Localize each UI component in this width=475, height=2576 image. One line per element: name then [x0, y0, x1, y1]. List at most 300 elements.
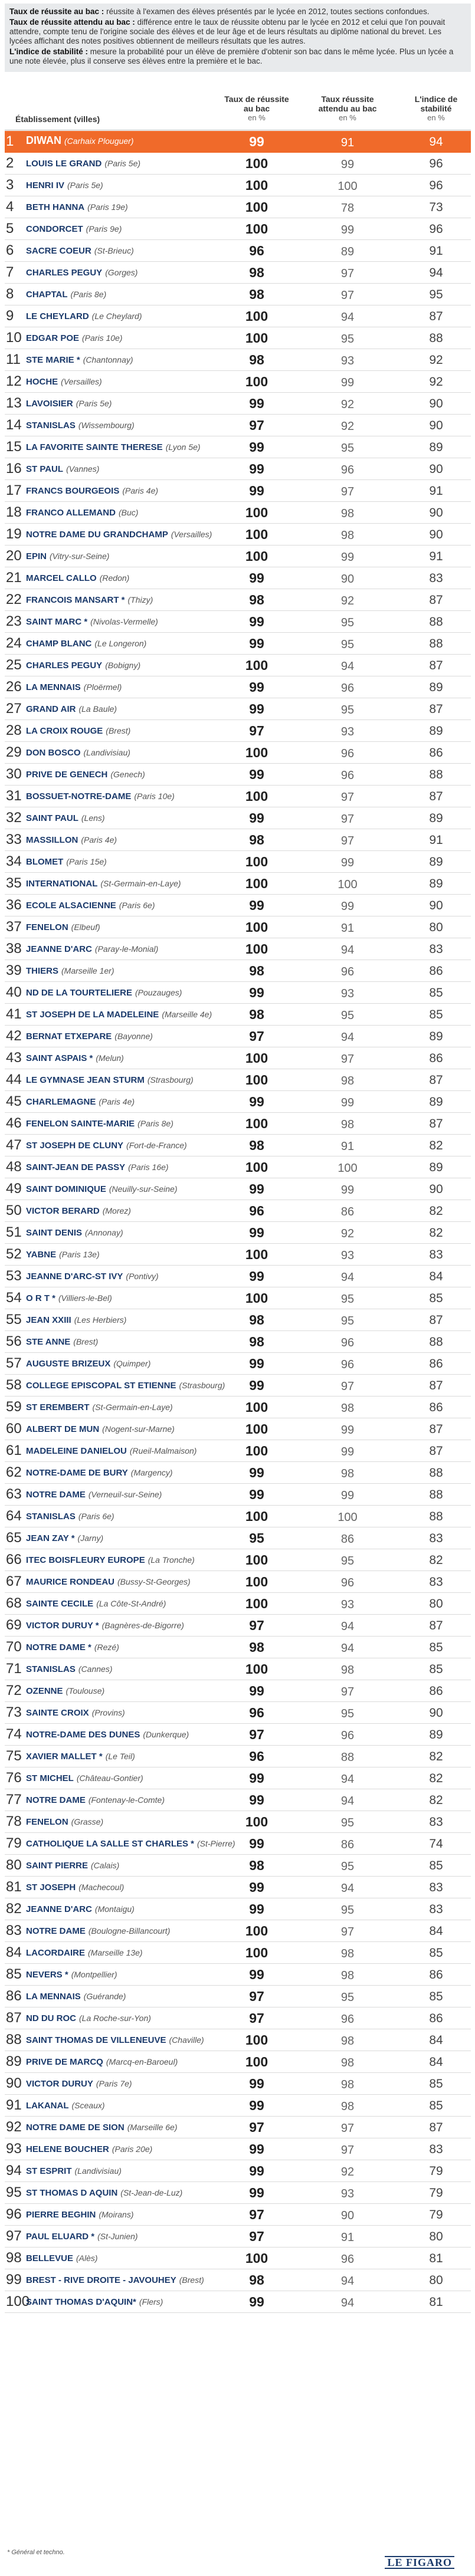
school-cell [26, 485, 158, 497]
table-row [5, 698, 471, 720]
stabilite-value: 85 [429, 1292, 443, 1305]
attendu-value: 96 [340, 2253, 355, 2266]
school-city: (Bagnères-de-Bigorre) [101, 1621, 184, 1630]
school-cell [26, 1969, 117, 1980]
school-cell [26, 1467, 173, 1478]
school-city: (Verneuil-sur-Seine) [88, 1490, 162, 1499]
school-city: (Bobigny) [105, 661, 141, 670]
taux-value: 97 [249, 1989, 264, 2004]
table-row [5, 1615, 471, 1637]
attendu-value: 98 [340, 1402, 355, 1415]
school-name: ND DU ROC [26, 2013, 76, 2023]
school-name: MADELEINE DANIELOU [26, 1446, 127, 1456]
attendu-value: 99 [340, 1096, 355, 1109]
school-city: (Nogent-sur-Marne) [102, 1424, 175, 1434]
table-row [5, 1942, 471, 1964]
taux-value: 100 [245, 1509, 268, 1524]
header-attendu-unit: en % [339, 113, 356, 122]
school-name: ST EREMBERT [26, 1402, 90, 1412]
school-name: LAKANAL [26, 2101, 69, 2111]
school-cell [26, 2231, 138, 2242]
taux-value: 96 [249, 1203, 264, 1218]
taux-value: 97 [249, 2120, 264, 2135]
school-cell [26, 1293, 112, 1304]
attendu-value: 96 [340, 1576, 355, 1589]
school-cell [26, 1926, 170, 1937]
header-taux-label: Taux de réussite au bac [224, 94, 289, 113]
taux-value: 97 [249, 723, 264, 738]
legend-attendu-label: Taux de réussite attendu au bac : [9, 18, 135, 27]
table-row [5, 2007, 471, 2029]
school-name: DIWAN [26, 134, 61, 146]
attendu-value: 95 [340, 1904, 355, 1917]
rank-number: 90 [6, 2075, 22, 2091]
stabilite-value: 90 [429, 1182, 443, 1196]
stabilite-value: 89 [429, 441, 443, 454]
taux-value: 97 [249, 1618, 264, 1633]
attendu-value: 99 [340, 158, 355, 171]
stabilite-value: 89 [429, 1728, 443, 1742]
school-name: SACRE COEUR [26, 246, 91, 256]
stabilite-value: 79 [429, 2164, 443, 2178]
attendu-value: 89 [340, 245, 355, 258]
taux-value: 99 [249, 1269, 264, 1284]
rank-number: 61 [6, 1443, 22, 1458]
school-city: (Bussy-St-Georges) [117, 1577, 191, 1586]
rank-number: 6 [6, 242, 14, 258]
taux-value: 98 [249, 2272, 264, 2288]
table-row [5, 611, 471, 633]
stabilite-value: 86 [429, 746, 443, 760]
table-row [5, 1527, 471, 1549]
school-name: STANISLAS [26, 1664, 76, 1674]
rank-number: 39 [6, 962, 22, 978]
attendu-value: 95 [340, 704, 355, 717]
school-city: (Thizy) [127, 595, 153, 604]
school-name: SAINT PAUL [26, 813, 78, 823]
taux-value: 100 [245, 1945, 268, 1960]
rank-number: 99 [6, 2272, 22, 2288]
taux-value: 99 [249, 1225, 264, 1240]
school-city: (La Côte-St-André) [96, 1599, 166, 1608]
stabilite-value: 88 [429, 637, 443, 650]
table-row [5, 1331, 471, 1353]
stabilite-value: 90 [429, 1706, 443, 1720]
rank-number: 64 [6, 1508, 22, 1524]
rank-number: 45 [6, 1093, 22, 1109]
taux-value: 100 [245, 156, 268, 171]
attendu-value: 93 [340, 987, 355, 1000]
attendu-value: 94 [340, 1773, 355, 1786]
taux-value: 100 [245, 2250, 268, 2266]
school-city: (Elbeuf) [71, 922, 100, 932]
school-cell [26, 856, 107, 868]
stabilite-value: 87 [429, 310, 443, 323]
school-cell [26, 573, 129, 584]
table-row [5, 676, 471, 698]
school-city: (Paris 5e) [67, 180, 103, 190]
school-cell [26, 1031, 153, 1042]
school-city: (Versailles) [171, 530, 212, 539]
taux-value: 100 [245, 374, 268, 389]
table-row [5, 393, 471, 415]
school-name: STE ANNE [26, 1337, 71, 1347]
attendu-value: 92 [340, 1227, 355, 1240]
attendu-value: 96 [340, 1729, 355, 1742]
school-city: (Provins) [91, 1708, 125, 1717]
attendu-value: 96 [340, 682, 355, 695]
school-cell [26, 1904, 135, 1915]
rank-number: 68 [6, 1595, 22, 1611]
taux-value: 96 [249, 243, 264, 258]
taux-value: 98 [249, 1138, 264, 1153]
stabilite-value: 94 [429, 135, 443, 149]
attendu-value: 96 [340, 2013, 355, 2026]
school-city: (Landivisiau) [83, 748, 130, 757]
school-cell [26, 900, 155, 911]
stabilite-value: 82 [429, 1553, 443, 1567]
school-cell [26, 311, 142, 322]
rank-number: 88 [6, 2032, 22, 2048]
table-row [5, 1113, 471, 1135]
rank-number: 42 [6, 1028, 22, 1044]
school-city: (La Baule) [78, 704, 117, 714]
school-city: (Moirans) [99, 2210, 134, 2219]
taux-value: 96 [249, 1749, 264, 1764]
table-row [5, 1309, 471, 1331]
table-row [5, 633, 471, 655]
school-name: NEVERS * [26, 1970, 68, 1980]
stabilite-value: 89 [429, 681, 443, 694]
table-row [5, 1811, 471, 1833]
stabilite-value: 80 [429, 2273, 443, 2287]
school-cell [26, 1315, 126, 1326]
rank-number: 76 [6, 1770, 22, 1786]
table-row [5, 655, 471, 676]
school-name: STE MARIE * [26, 355, 80, 365]
school-city: (Paris 16e) [128, 1162, 169, 1172]
table-row [5, 1898, 471, 1920]
attendu-value: 97 [340, 267, 355, 280]
school-cell [26, 1947, 143, 1959]
stabilite-value: 85 [429, 2077, 443, 2091]
school-city: (Paris 5e) [76, 399, 112, 408]
rank-number: 49 [6, 1181, 22, 1197]
rank-number: 35 [6, 875, 22, 891]
school-cell [26, 965, 114, 977]
attendu-value: 86 [340, 1205, 355, 1218]
school-name: EDGAR POE [26, 333, 80, 343]
table-row [5, 1920, 471, 1942]
school-city: (Paris 8e) [137, 1119, 173, 1128]
school-name: SAINT ASPAIS * [26, 1053, 93, 1063]
attendu-value: 92 [340, 594, 355, 607]
school-cell [26, 1642, 119, 1653]
attendu-value: 99 [340, 856, 355, 869]
school-cell [26, 2275, 204, 2286]
table-row [5, 916, 471, 938]
table-row [5, 218, 471, 240]
school-city: (St-Brieuc) [94, 246, 134, 255]
school-cell [26, 1358, 150, 1369]
school-name: LA CROIX ROUGE [26, 726, 103, 736]
attendu-value: 99 [340, 1445, 355, 1458]
taux-value: 100 [245, 745, 268, 760]
school-city: (Brest) [179, 2275, 204, 2285]
table-row [5, 2204, 471, 2226]
rank-number: 97 [6, 2228, 22, 2244]
school-cell [26, 354, 133, 366]
school-name: COLLEGE EPISCOPAL ST ETIENNE [26, 1381, 176, 1391]
school-city: (Vitry-sur-Seine) [50, 551, 110, 561]
school-cell [26, 1664, 113, 1675]
attendu-value: 94 [340, 944, 355, 957]
stabilite-value: 85 [429, 1859, 443, 1872]
stabilite-value: 90 [429, 528, 443, 541]
taux-value: 100 [245, 527, 268, 542]
school-name: LA MENNAIS [26, 1992, 81, 2002]
table-row [5, 1353, 471, 1375]
school-name: SAINTE CROIX [26, 1708, 89, 1718]
table-row [5, 1484, 471, 1506]
school-name: HOCHE [26, 377, 58, 387]
taux-value: 99 [249, 767, 264, 782]
school-cell [26, 987, 182, 998]
school-cell [26, 1533, 103, 1544]
table-row [5, 1047, 471, 1069]
school-city: (Paris 20e) [112, 2144, 153, 2154]
school-city: (Rueil-Malmaison) [129, 1446, 197, 1455]
taux-value: 99 [249, 701, 264, 717]
rank-number: 38 [6, 941, 22, 957]
school-name: ST PAUL [26, 464, 64, 474]
school-city: (Le Longeron) [94, 639, 147, 648]
taux-value: 100 [245, 1399, 268, 1415]
school-cell [26, 202, 128, 213]
rank-number: 85 [6, 1966, 22, 1982]
header-etablissement: Établissement (villes) [15, 114, 100, 124]
table-row [5, 1397, 471, 1418]
school-cell [26, 2144, 152, 2155]
table-row [5, 1571, 471, 1593]
taux-value: 100 [245, 1116, 268, 1131]
table-header [5, 93, 471, 130]
attendu-value: 99 [340, 900, 355, 913]
attendu-value: 95 [340, 1991, 355, 2004]
taux-value: 97 [249, 1727, 264, 1742]
taux-value: 97 [249, 2229, 264, 2244]
school-name: CHARLEMAGNE [26, 1097, 96, 1107]
school-city: (Fort-de-France) [126, 1141, 187, 1150]
school-name: JEAN ZAY * [26, 1533, 75, 1543]
taux-value: 100 [245, 1443, 268, 1458]
school-name: ST JOSEPH DE CLUNY [26, 1141, 124, 1151]
table-row [5, 2160, 471, 2182]
school-cell [26, 1009, 212, 1020]
school-city: (Marseille 6e) [127, 2122, 178, 2132]
school-name: LA MENNAIS [26, 682, 81, 692]
stabilite-value: 79 [429, 2208, 443, 2222]
school-cell [26, 1620, 184, 1631]
rank-number: 82 [6, 1901, 22, 1917]
taux-value: 99 [249, 1880, 264, 1895]
rank-number: 37 [6, 919, 22, 935]
attendu-value: 95 [340, 1315, 355, 1328]
rank-number: 94 [6, 2163, 22, 2179]
attendu-value: 98 [340, 1467, 355, 1480]
school-city: (Villiers-le-Bel) [58, 1293, 112, 1303]
school-city: (St-Germain-en-Laye) [100, 879, 181, 888]
table-row [5, 2182, 471, 2204]
taux-value: 99 [249, 1683, 264, 1698]
school-city: (Marseille 4e) [162, 1010, 212, 1019]
attendu-value: 99 [340, 376, 355, 389]
stabilite-value: 87 [429, 2121, 443, 2134]
school-city: (Paris 9e) [86, 224, 122, 234]
taux-value: 100 [245, 2032, 268, 2048]
school-city: (Paris 5e) [104, 159, 141, 168]
stabilite-value: 87 [429, 790, 443, 803]
taux-value: 100 [245, 1421, 268, 1437]
stabilite-value: 83 [429, 1575, 443, 1589]
taux-value: 99 [249, 1378, 264, 1393]
school-city: (Paris 15e) [66, 857, 107, 866]
school-name: BERNAT ETXEPARE [26, 1031, 112, 1041]
stabilite-value: 87 [429, 1313, 443, 1327]
legend-box [5, 4, 471, 72]
taux-value: 100 [245, 505, 268, 520]
school-cell [26, 224, 122, 235]
school-cell [26, 289, 106, 300]
school-name: FENELON SAINTE-MARIE [26, 1119, 135, 1129]
rank-number: 83 [6, 1923, 22, 1938]
table-row [5, 327, 471, 349]
table-row [5, 153, 471, 175]
table-row [5, 1833, 471, 1855]
school-name: O R T * [26, 1293, 56, 1303]
attendu-value: 97 [340, 485, 355, 498]
attendu-value: 95 [340, 1555, 355, 1568]
taux-value: 99 [249, 985, 264, 1000]
table-row [5, 502, 471, 524]
school-cell [26, 791, 175, 802]
attendu-value: 94 [340, 660, 355, 673]
table-row [5, 2269, 471, 2291]
school-name: NOTRE DAME [26, 1926, 86, 1936]
school-name: CHAMP BLANC [26, 639, 92, 649]
attendu-value: 96 [340, 747, 355, 760]
school-cell [26, 813, 105, 824]
attendu-value: 98 [340, 2100, 355, 2113]
school-name: SAINT DENIS [26, 1228, 83, 1238]
taux-value: 100 [245, 1290, 268, 1306]
school-city: (Versailles) [61, 377, 102, 386]
taux-value: 97 [249, 2010, 264, 2026]
rank-number: 59 [6, 1399, 22, 1415]
school-city: (Dunkerque) [143, 1730, 189, 1739]
stabilite-value: 83 [429, 571, 443, 585]
school-cell [26, 1838, 235, 1849]
school-city: (Montaigu) [94, 1904, 135, 1914]
school-name: XAVIER MALLET * [26, 1752, 103, 1762]
table-row [5, 1178, 471, 1200]
taux-value: 100 [245, 1923, 268, 1938]
attendu-value: 98 [340, 2056, 355, 2069]
rank-number: 65 [6, 1530, 22, 1546]
rank-number: 41 [6, 1006, 22, 1022]
attendu-value: 98 [340, 2078, 355, 2091]
table-row [5, 807, 471, 829]
school-cell [26, 747, 130, 758]
school-city: (Pontivy) [126, 1271, 159, 1281]
rank-number: 2 [6, 155, 14, 171]
rank-number: 67 [6, 1573, 22, 1589]
stabilite-value: 88 [429, 1510, 443, 1523]
table-row [5, 1637, 471, 1658]
table-row [5, 480, 471, 502]
header-taux-unit: en % [248, 113, 266, 122]
attendu-value: 100 [338, 878, 358, 891]
rank-number: 16 [6, 461, 22, 477]
stabilite-value: 90 [429, 506, 443, 520]
rank-number: 86 [6, 1988, 22, 2004]
table-row [5, 2073, 471, 2095]
school-city: (Brest) [106, 726, 131, 735]
table-row [5, 1549, 471, 1571]
school-name: FRANCS BOURGEOIS [26, 486, 120, 496]
taux-value: 97 [249, 2207, 264, 2222]
school-name: HELENE BOUCHER [26, 2144, 109, 2154]
taux-value: 100 [245, 1574, 268, 1589]
school-city: (Chantonnay) [83, 355, 133, 364]
table-row [5, 1964, 471, 1986]
table-row [5, 851, 471, 873]
table-row [5, 2226, 471, 2248]
school-cell [26, 507, 138, 518]
rank-number: 28 [6, 722, 22, 738]
taux-value: 98 [249, 1007, 264, 1022]
school-cell [26, 1576, 191, 1588]
taux-value: 99 [249, 1770, 264, 1786]
school-name: LOUIS LE GRAND [26, 159, 102, 169]
school-city: (St-Germain-en-Laye) [92, 1402, 173, 1412]
table-row [5, 458, 471, 480]
school-cell [26, 769, 145, 780]
taux-value: 100 [245, 1552, 268, 1568]
legend-stab [9, 47, 466, 66]
school-name: BLOMET [26, 857, 64, 867]
table-row [5, 1244, 471, 1266]
school-city: (Rezé) [94, 1642, 119, 1652]
school-name: ST THOMAS D AQUIN [26, 2188, 118, 2198]
header-stabilite [404, 94, 469, 123]
school-cell [26, 2035, 204, 2046]
attendu-value: 97 [340, 2122, 355, 2135]
attendu-value: 97 [340, 791, 355, 804]
table-row [5, 349, 471, 371]
rank-number: 1 [6, 133, 14, 149]
school-cell [26, 2187, 182, 2199]
stabilite-value: 88 [429, 1466, 443, 1480]
school-city: (Marcq-en-Baroeul) [106, 2057, 178, 2066]
legend-stab-text: mesure la probabilité pour un élève de première d'obtenir son bac dans le même lycée. Plus un lycée a une note élevée, plus il conserve ses élèves entre la première et le bac. [9, 47, 454, 65]
stabilite-value: 90 [429, 462, 443, 476]
school-city: (Cannes) [78, 1664, 113, 1674]
school-name: CATHOLIQUE LA SALLE ST CHARLES * [26, 1839, 194, 1849]
attendu-value: 95 [340, 1293, 355, 1306]
school-name: MARCEL CALLO [26, 573, 97, 583]
rank-number: 81 [6, 1879, 22, 1895]
